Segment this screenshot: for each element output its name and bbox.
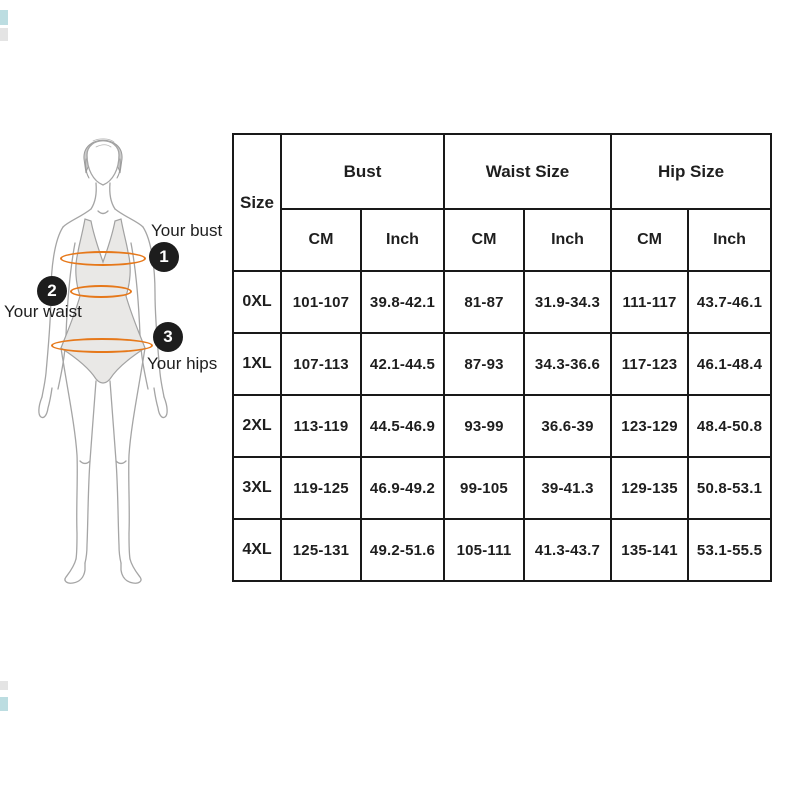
table-cell: 101-107 (281, 271, 361, 333)
row-size-label: 0XL (233, 271, 281, 333)
table-cell: 41.3-43.7 (524, 519, 611, 581)
waist-marker-badge: 2 (37, 276, 67, 306)
unit-header-hip-inch: Inch (688, 209, 771, 271)
unit-header-bust-cm: CM (281, 209, 361, 271)
table-cell: 107-113 (281, 333, 361, 395)
waist-measure-ellipse (70, 285, 132, 298)
waist-group-header: Waist Size (444, 134, 611, 209)
table-cell: 111-117 (611, 271, 688, 333)
table-cell: 39.8-42.1 (361, 271, 444, 333)
table-row (233, 271, 771, 333)
table-cell: 123-129 (611, 395, 688, 457)
table-cell: 87-93 (444, 333, 524, 395)
table-cell: 44.5-46.9 (361, 395, 444, 457)
table-cell: 53.1-55.5 (688, 519, 771, 581)
table-cell: 46.1-48.4 (688, 333, 771, 395)
table-cell: 129-135 (611, 457, 688, 519)
table-row (233, 333, 771, 395)
unit-header-waist-cm: CM (444, 209, 524, 271)
table-cell: 117-123 (611, 333, 688, 395)
bust-measure-ellipse (60, 251, 146, 266)
bust-group-header: Bust (281, 134, 444, 209)
hip-group-header: Hip Size (611, 134, 771, 209)
table-cell: 46.9-49.2 (361, 457, 444, 519)
row-size-label: 1XL (233, 333, 281, 395)
table-cell: 125-131 (281, 519, 361, 581)
bust-marker-badge: 1 (149, 242, 179, 272)
hips-marker-badge: 3 (153, 322, 183, 352)
table-cell: 31.9-34.3 (524, 271, 611, 333)
table-cell: 48.4-50.8 (688, 395, 771, 457)
waist-label: Your waist (4, 302, 82, 321)
face-shape (87, 141, 119, 185)
bust-label: Your bust (151, 221, 223, 240)
table-cell: 50.8-53.1 (688, 457, 771, 519)
table-cell: 99-105 (444, 457, 524, 519)
table-row (233, 519, 771, 581)
row-size-label: 2XL (233, 395, 281, 457)
row-size-label: 3XL (233, 457, 281, 519)
table-cell: 42.1-44.5 (361, 333, 444, 395)
hips-measure-ellipse (51, 338, 153, 353)
table-cell: 34.3-36.6 (524, 333, 611, 395)
row-size-label: 4XL (233, 519, 281, 581)
table-cell: 81-87 (444, 271, 524, 333)
edge-artifact-gray-top (0, 28, 8, 41)
table-cell: 119-125 (281, 457, 361, 519)
edge-artifact-teal-top (0, 10, 8, 25)
table-cell: 135-141 (611, 519, 688, 581)
edge-artifact-gray-bottom (0, 681, 8, 690)
table-cell: 105-111 (444, 519, 524, 581)
size-chart-table (232, 133, 772, 582)
hips-label: Your hips (147, 354, 218, 373)
table-row (233, 395, 771, 457)
swimsuit-shape (61, 219, 145, 383)
table-cell: 113-119 (281, 395, 361, 457)
table-cell: 36.6-39 (524, 395, 611, 457)
unit-header-hip-cm: CM (611, 209, 688, 271)
table-cell: 39-41.3 (524, 457, 611, 519)
table-cell: 93-99 (444, 395, 524, 457)
edge-artifact-teal-bottom (0, 697, 8, 711)
table-row (233, 457, 771, 519)
table-cell: 43.7-46.1 (688, 271, 771, 333)
table-cell: 49.2-51.6 (361, 519, 444, 581)
size-column-header: Size (233, 134, 281, 271)
unit-header-bust-inch: Inch (361, 209, 444, 271)
unit-header-waist-inch: Inch (524, 209, 611, 271)
